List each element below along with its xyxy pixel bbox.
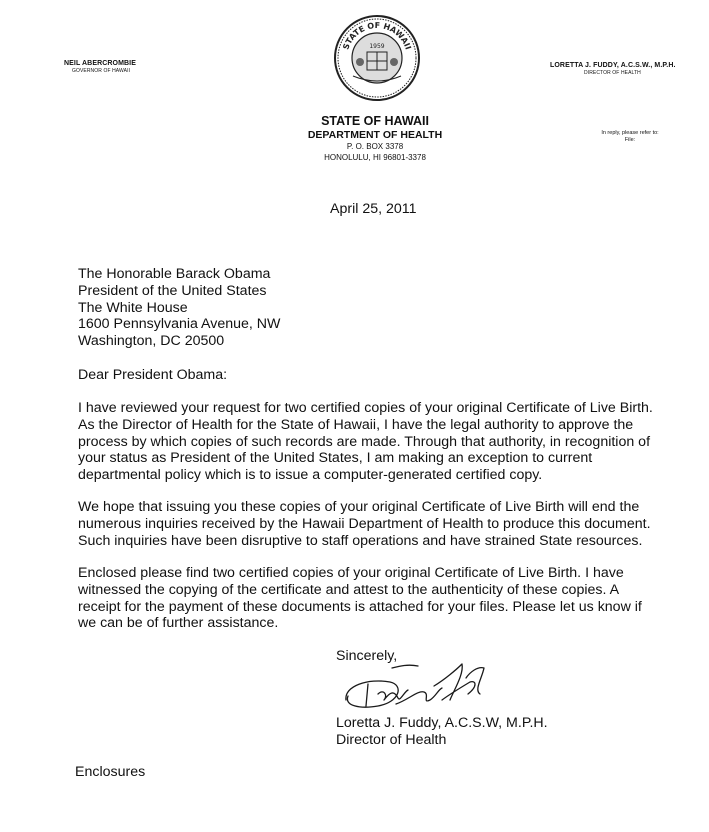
paragraph-line: Such inquiries have been disruptive to staff operations and have strained State resources. [78,532,643,549]
address-line: The White House [78,299,188,316]
governor-title: GOVERNOR OF HAWAII [72,68,131,74]
signer-name: Loretta J. Fuddy, A.C.S.W, M.P.H. [336,715,548,731]
recipient-address [78,266,280,350]
governor-name: NEIL ABERCROMBIE [64,60,136,67]
paragraph-line: numerous inquiries received by the Hawaii Department of Health to produce this document. [78,515,651,532]
po-box: P. O. BOX 3378 [346,142,404,151]
state-seal-icon [333,14,421,102]
address-line: The Honorable Barack Obama [78,266,271,282]
closing: Sincerely, [336,648,398,664]
seal-text: STATE OF HAWAII [341,20,413,51]
reply-file: File: [624,137,636,143]
director-title: DIRECTOR OF HEALTH [584,70,641,76]
salutation: Dear President Obama: [78,367,228,383]
paragraph-line: Enclosed please find two certified copies of your original Certificate of Live Birth. I have [78,565,624,581]
paragraph-line: departmental policy which is to issue a computer-generated certified copy. [78,467,543,484]
letter-date: April 25, 2011 [330,201,417,217]
body-paragraph [78,400,698,484]
paragraph-line: process by which copies of such records are made. Through that authority, in recognition of [78,433,651,450]
state-heading: STATE OF HAWAII [321,114,429,128]
seal-year: 1959 [369,43,385,50]
enclosures-note: Enclosures [75,764,146,780]
paragraph-line: your status as President of the United States, I am making an exception to current [78,450,593,467]
city-zip: HONOLULU, HI 96801-3378 [324,153,426,162]
body-paragraph [78,565,698,632]
address-line: Washington, DC 20500 [78,333,225,350]
body-paragraph [78,499,698,549]
signer-title: Director of Health [336,732,447,748]
paragraph-line: I have reviewed your request for two certified copies of your original Certificate of Live Birth. [78,400,653,416]
paragraph-line: witnessed the copying of the certificate and attest to the authenticity of these copies. A [78,581,620,598]
signature-icon [338,660,498,720]
department-heading: DEPARTMENT OF HEALTH [307,129,443,141]
paragraph-line: We hope that issuing you these copies of your original Certificate of Live Birth will end the [78,499,640,515]
reply-refer: In reply, please refer to: [601,130,659,136]
paragraph-line: As the Director of Health for the State of Hawaii, I have the legal authority to approve the [78,416,634,433]
paragraph-line: receipt for the payment of these documents is attached for your files. Please let us know if [78,598,642,615]
paragraph-line: we can be of further assistance. [78,615,279,632]
address-line: President of the United States [78,282,267,299]
address-line: 1600 Pennsylvania Avenue, NW [78,316,281,333]
director-name: LORETTA J. FUDDY, A.C.S.W., M.P.H. [550,62,676,69]
